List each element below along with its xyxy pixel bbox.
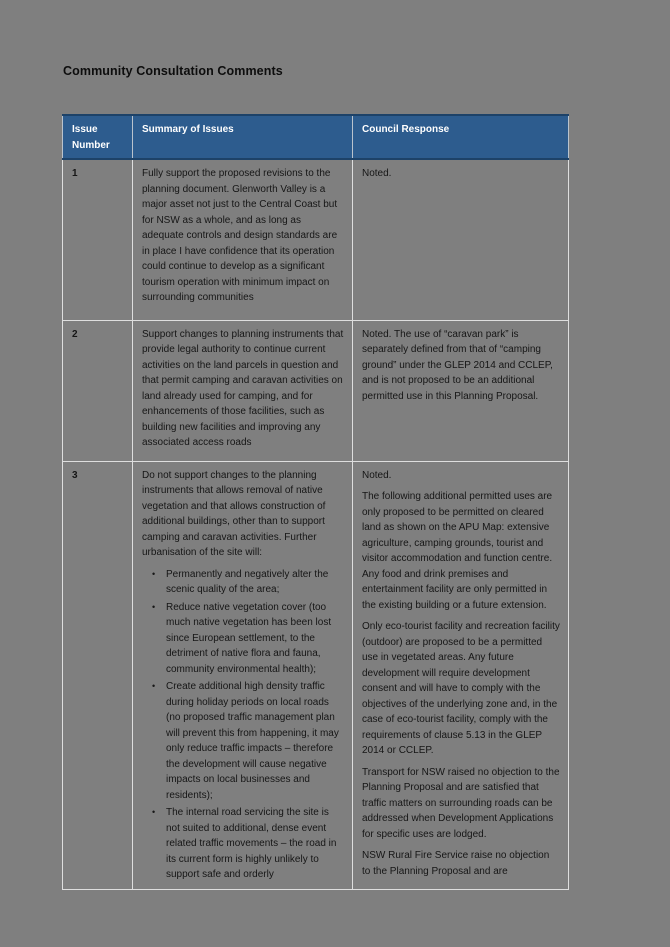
response-paragraph: Transport for NSW raised no objection to the Planning Proposal and are satisfied that traffic matters on surrounding roads can be addressed when Development Applications for specific uses are lodged.: [362, 766, 560, 840]
response-paragraph: Noted. The use of “caravan park” is separately defined from that of “camping ground” under the GLEP 2014 and CCLEP, and is not proposed to be an additional permitted use in this Planning Proposal.: [362, 328, 553, 402]
bullet-icon: •: [152, 681, 156, 691]
response-paragraph: The following additional permitted uses are only proposed to be permitted on cleared land as shown on the APU Map: extensive agriculture, camping grounds, tourist and visitor accommodation and function centre. Any food and drink premises and entertainment facility are only permitted in the existing building or a future extension.: [362, 491, 553, 611]
table-header-row: [63, 115, 569, 159]
column-header-issue-number: Issue Number: [63, 115, 133, 159]
bullet-icon: •: [152, 601, 156, 612]
bullet-text: Reduce native vegetation cover (too much native vegetation has been lost since European settlement, to the detriment of native flora and fauna, community environmental health);: [166, 601, 332, 675]
response-cell: [353, 461, 569, 889]
column-header-council-response: Council Response: [353, 115, 569, 159]
list-item: [152, 600, 344, 678]
table-row: [63, 320, 569, 461]
issue-number-cell: 3: [63, 461, 133, 889]
summary-bullet-list: [142, 567, 344, 883]
table-row: [63, 159, 569, 320]
summary-paragraph: Fully support the proposed revisions to the planning document. Glenworth Valley is a major asset not just to the Central Coast but for NSW as a whole, and as long as adequate controls and design standards are in place I have confidence that its operation could continue to develop as a significant tourism operation with minimum impact on surrounding communities: [142, 168, 338, 303]
bullet-text: Create additional high density traffic during holiday periods on local roads (no proposed traffic management plan will prevent this from happening, it may only reduce traffic impacts – therefore the development will cause negative impacts on local businesses and residents);: [166, 681, 339, 801]
response-paragraph: Noted.: [362, 168, 392, 179]
response-paragraph: Noted.: [362, 469, 392, 481]
summary-cell: [133, 320, 353, 461]
bullet-text: Permanently and negatively alter the scenic quality of the area;: [166, 568, 329, 595]
summary-paragraph: Support changes to planning instruments that provide legal authority to continue current activities on the land parcels in question and that permit camping and caravan activities on land already used for camping, and for enhancements of those facilities, such as building new facilities and improving any associated access roads: [142, 328, 344, 448]
page-title: Community Consultation Comments: [63, 64, 283, 78]
list-item: [152, 679, 344, 803]
column-header-summary-of-issues: Summary of Issues: [133, 115, 353, 159]
issue-number-cell: 1: [63, 159, 133, 320]
response-paragraph: Only eco-tourist facility and recreation facility (outdoor) are proposed to be a permitted use in vegetated areas. Any future development will require development consent and will have to comply with the objectives of the underlying zone and, in the case of eco-tourist facility, comply with the requirements of clause 5.13 in the GLEP 2014 or CCLEP.: [362, 621, 560, 756]
summary-cell: [133, 461, 353, 889]
table-row: [63, 461, 569, 889]
community-consultation-table: [62, 114, 569, 890]
response-cell: [353, 320, 569, 461]
summary-intro-paragraph: Do not support changes to the planning instruments that allows removal of native vegetation and that allows construction of additional buildings, other than to support camping and caravan activities. Further urbanisation of the site will:: [142, 469, 326, 558]
bullet-text: The internal road servicing the site is not suited to additional, dense event related traffic movements – the road in its current form is highly unlikely to support safe and orderly: [166, 807, 337, 880]
issue-number-cell: 2: [63, 320, 133, 461]
bullet-icon: •: [152, 807, 156, 817]
response-paragraph: NSW Rural Fire Service raise no objection to the Planning Proposal and are: [362, 850, 550, 877]
list-item: [152, 805, 344, 883]
summary-cell: [133, 159, 353, 320]
bullet-icon: •: [152, 568, 156, 579]
response-cell: [353, 159, 569, 320]
list-item: [152, 567, 344, 598]
